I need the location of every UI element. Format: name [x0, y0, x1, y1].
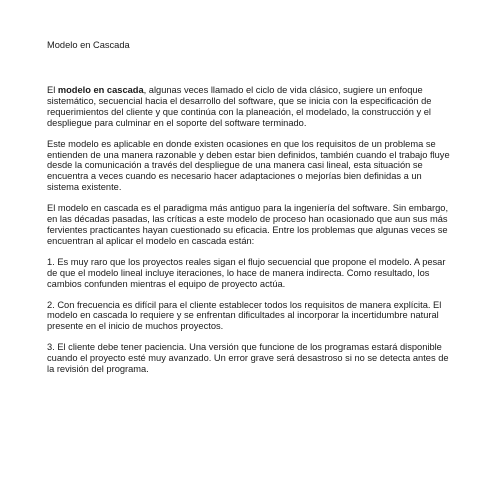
problem-item-2: 2. Con frecuencia es difícil para el cliente establecer todos los requisitos de manera explícita. El modelo en cascada lo requiere y se enfrentan dificultades al incorporar la incertidumbre natural presente en el inicio de muchos proyectos. [47, 299, 442, 332]
paragraph-criticism: El modelo en cascada es el paradigma más antiguo para la ingeniería del software. Sin embargo, en las décadas pasadas, las críticas a este modelo de proceso han ocasionado que aun sus más fervientes practicantes hayan cuestionado su eficacia. Entre los problemas que algunas veces se encuentran al aplicar el modelo en cascada están: [47, 203, 449, 246]
problem-item-1: 1. Es muy raro que los proyectos reales sigan el flujo secuencial que propone el modelo. A pesar de que el modelo lineal incluye iteraciones, lo hace de manera indirecta. Como resultado, los cambios confunden mientras el equipo de proyecto actúa. [47, 256, 446, 289]
paragraph-applicability: Este modelo es aplicable en donde existen ocasiones en que los requisitos de un problema se entienden de una manera razonable y deben estar bien definidos, también cuando el trabajo fluye desde la comunicación a través del despliegue de una manera casi lineal, esta situación se encuentra a veces cuando es necesario hacer adaptaciones o mejorías bien definidas a un sistema existente. [47, 138, 450, 193]
intro-prefix: El [47, 85, 58, 95]
problem-item-3: 3. El cliente debe tener paciencia. Una versión que funcione de los programas estará disponible cuando el proyecto esté muy avanzado. Un error grave será desastroso si no se detecta antes de la revisión del programa. [47, 342, 449, 375]
intro-paragraph [47, 85, 455, 129]
document-title: Modelo en Cascada [47, 40, 130, 50]
intro-emphasis: modelo en cascada [57, 85, 144, 95]
intro-rest: , algunas veces llamado el ciclo de vida clásico, sugiere un enfoque sistemático, secuencial hacia el desarrollo del software, que se inicia con la especificación de requerimientos del cliente y que continúa con la planeación, el modelado, la construcción y el despliegue para culminar en el soporte del software terminado. [47, 85, 432, 128]
